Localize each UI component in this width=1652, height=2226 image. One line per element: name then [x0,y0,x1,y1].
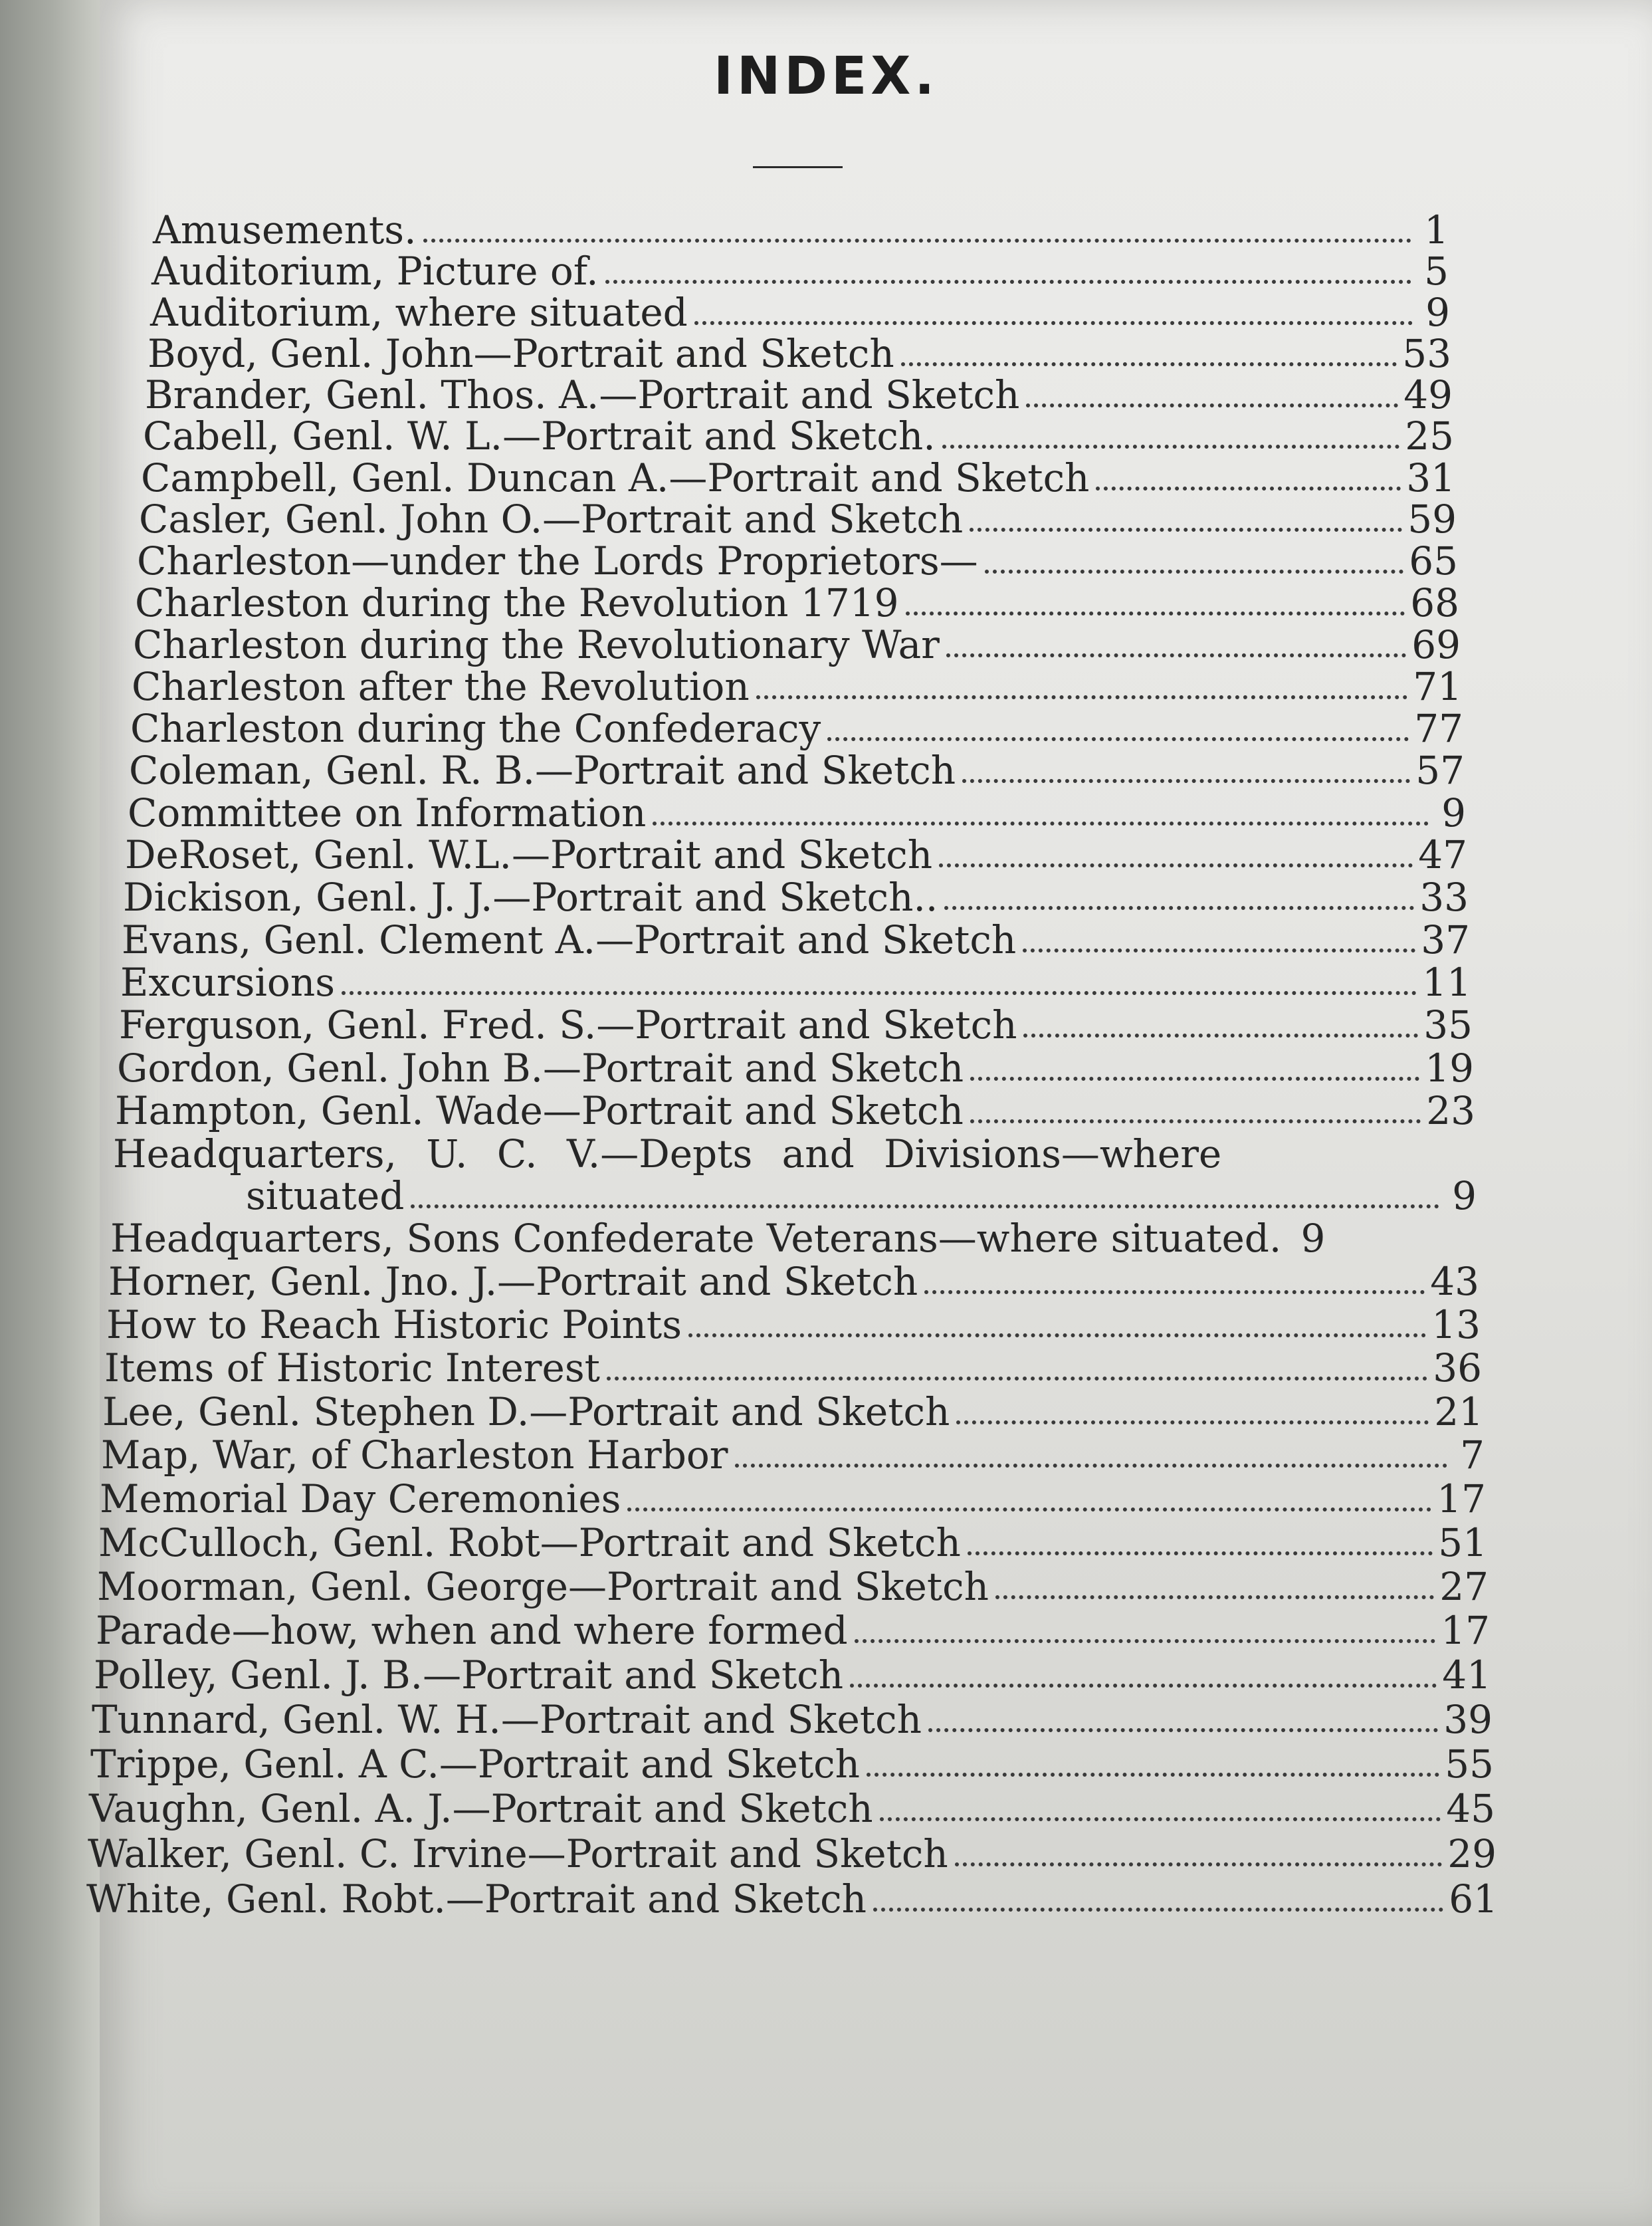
entry-label: Vaughn, Genl. A. J.—Portrait and Sketch [89,1786,873,1831]
entry-label: Items of Historic Interest [104,1345,600,1391]
entry-label: Excursions [120,960,335,1005]
entry-label: McCulloch, Genl. Robt—Portrait and Sketch [98,1520,961,1565]
entry-label: Charleston after the Revolution [132,664,750,709]
entry-label: DeRoset, Genl. W.L.—Portrait and Sketch [125,832,933,877]
index-entry [148,326,1451,376]
entry-page-number: 5 [1424,249,1449,294]
index-entry [115,1083,1475,1133]
entry-page-number: 35 [1423,1002,1473,1048]
entry-page-number: 77 [1414,706,1463,751]
dot-leader [955,1862,1442,1866]
dot-leader [411,1204,1439,1208]
entry-page-number: 37 [1421,917,1470,962]
index-entry [86,1872,1498,1922]
index-entry [89,1781,1495,1831]
dot-leader [901,362,1397,366]
index-entry [145,368,1453,417]
entry-label: Charleston during the Revolution 1719 [135,580,899,625]
dot-leader [985,570,1404,574]
entry-page-number: 55 [1445,1741,1494,1787]
dot-leader [653,822,1429,826]
entry-label: Amusements. [153,207,417,253]
dot-leader [423,239,1411,243]
entry-page-number: 17 [1441,1608,1490,1653]
entry-label: Lee, Genl. Stephen D.—Portrait and Sketch [102,1389,950,1434]
index-entry [150,285,1450,335]
entry-label: situated [246,1173,405,1218]
entry-page-number: 69 [1411,622,1461,667]
index-entry [153,203,1449,253]
dot-leader [873,1908,1443,1912]
index-entry [101,1428,1485,1478]
index-entry [137,534,1458,584]
entry-page-number: 61 [1449,1876,1498,1922]
entry-page-number: 53 [1402,331,1451,376]
entry-label: Committee on Information [128,790,647,835]
entry-label: Ferguson, Genl. Fred. S.—Portrait and Sketch [119,1002,1017,1048]
entry-page-number: 19 [1425,1046,1474,1091]
entry-page-number: 71 [1413,664,1462,709]
index-entry [122,913,1470,962]
dot-leader [827,737,1409,741]
dot-leader [1023,948,1415,952]
entry-page-number: 9 [1425,290,1450,335]
index-entry [88,1827,1497,1876]
entry-page-number: 1 [1424,207,1449,253]
dot-leader [1096,487,1401,491]
index-entry [98,1515,1487,1565]
entry-page-number: 59 [1407,497,1457,542]
dot-leader [946,653,1406,657]
index-entry [123,870,1469,920]
entry-label: Charleston—under the Lords Proprietors— [137,538,978,584]
entry-page-number: 68 [1410,580,1459,625]
index-entry [100,1472,1486,1521]
index-entry [102,1385,1483,1434]
index-entry [94,1648,1491,1698]
entry-page-number: 21 [1434,1389,1483,1434]
entry-page-number: 43 [1430,1259,1479,1304]
dot-leader [627,1507,1431,1511]
dot-leader [1026,403,1398,407]
index-entry [108,1254,1479,1304]
index-entry [125,828,1467,877]
index-entry [113,1127,1477,1176]
dot-leader [970,1077,1419,1081]
dot-leader [968,1551,1433,1555]
entry-label: Auditorium, Picture of. [152,249,599,294]
entry-label: Headquarters, U. C. V.—Depts and Divisions—where [113,1131,1222,1176]
index-entry [130,701,1463,751]
index-entry [135,576,1459,625]
index-entry [152,244,1449,294]
entry-label: Tunnard, Genl. W. H.—Portrait and Sketch [92,1697,922,1742]
dot-leader [867,1773,1439,1777]
entry-label: Moorman, Genl. George—Portrait and Sketch [97,1564,989,1609]
index-entry [97,1559,1489,1609]
dot-leader [688,1333,1426,1337]
dot-leader [906,612,1405,615]
dot-leader [956,1420,1429,1424]
index-entry [139,492,1457,542]
dot-leader [607,1377,1427,1381]
entry-page-number: 45 [1446,1786,1495,1831]
entry-page-number: 65 [1409,538,1458,584]
index-entry [96,1603,1490,1653]
entry-page-number: 33 [1419,875,1469,920]
entry-label: Walker, Genl. C. Irvine—Portrait and Sketch [88,1831,948,1876]
index-entry [129,743,1465,793]
dot-leader [942,445,1400,449]
dot-leader [342,991,1417,995]
dot-leader [880,1817,1441,1821]
index-entry [92,1692,1493,1742]
entry-label: Campbell, Genl. Duncan A.—Portrait and Sketch [141,455,1090,501]
index-entry [143,409,1454,459]
index-entry [128,786,1466,835]
entry-page-number: 23 [1426,1088,1475,1133]
entry-page-number: 27 [1439,1564,1489,1609]
dot-leader [855,1639,1436,1643]
entry-label: Evans, Genl. Clement A.—Portrait and Sketch [122,917,1017,962]
index-entry [141,451,1455,501]
entry-label: Charleston during the Revolutionary War [133,622,940,667]
entry-label: Trippe, Genl. A C.—Portrait and Sketch [90,1741,860,1787]
index-entry [90,1737,1494,1787]
index-entry [119,998,1473,1048]
entry-page-number: 49 [1403,372,1453,417]
dot-leader [756,695,1408,699]
dot-leader [962,779,1410,783]
dot-leader [970,528,1402,532]
entry-label: Cabell, Genl. W. L.—Portrait and Sketch. [143,413,936,459]
entry-page-number: 47 [1418,832,1467,877]
dot-leader [735,1464,1447,1468]
entry-label: White, Genl. Robt.—Portrait and Sketch [86,1876,867,1922]
index-entry [132,659,1462,709]
entry-page-number: 39 [1443,1697,1493,1742]
entry-page-number: 51 [1438,1520,1487,1565]
entry-page-number: 41 [1442,1652,1491,1698]
index-entry [110,1211,1478,1261]
entry-label: Boyd, Genl. John—Portrait and Sketch [148,331,894,376]
entry-label: Dickison, Genl. J. J.—Portrait and Sketch.. [123,875,938,920]
index-entry [106,1297,1481,1347]
entry-page-number: 29 [1447,1831,1497,1876]
entry-page-number: 13 [1431,1302,1481,1347]
index-entry-continuation [246,1169,1477,1218]
entry-label: Casler, Genl. John O.—Portrait and Sketch [139,497,964,542]
entry-label: Auditorium, where situated [150,290,688,335]
entry-page-number: 57 [1415,748,1465,793]
entry-page-number: 25 [1405,413,1454,459]
entry-page-number: 11 [1422,960,1471,1005]
index-entry [133,617,1461,667]
dot-leader [939,863,1413,867]
entry-label: Brander, Genl. Thos. A.—Portrait and Sketch [145,372,1020,417]
page-title: INDEX. [713,47,939,106]
dot-leader [944,906,1414,910]
dot-leader [850,1684,1437,1688]
entry-label: Parade—how, when and where formed [96,1608,848,1653]
dot-leader [928,1728,1438,1732]
dot-leader [605,280,1411,284]
entry-page-number: 9 [1441,790,1466,835]
entry-page-number: 7 [1460,1432,1485,1478]
entry-label: Map, War, of Charleston Harbor [101,1432,728,1478]
entry-page-number: 9 [1452,1173,1477,1218]
entry-page-number: 17 [1437,1476,1486,1521]
entry-page-number: 9 [1300,1216,1326,1261]
entry-label: Headquarters, Sons Confederate Veterans—where situated. [110,1216,1282,1261]
dot-leader [694,321,1413,325]
entry-label: Polley, Genl. J. B.—Portrait and Sketch [94,1652,844,1698]
dot-leader [995,1595,1434,1599]
entry-label: Horner, Genl. Jno. J.—Portrait and Sketch [108,1259,918,1304]
dot-leader [970,1119,1421,1123]
entry-label: Coleman, Genl. R. B.—Portrait and Sketch [129,748,956,793]
entry-page-number: 36 [1433,1345,1482,1391]
dot-leader [924,1290,1425,1294]
entry-label: Memorial Day Ceremonies [100,1476,621,1521]
dot-leader [1023,1034,1418,1038]
index-entry [117,1041,1474,1091]
entry-page-number: 31 [1406,455,1455,501]
index-entry [104,1341,1482,1391]
entry-label: How to Reach Historic Points [106,1302,682,1347]
entry-label: Gordon, Genl. John B.—Portrait and Sketch [117,1046,964,1091]
entry-label: Charleston during the Confederacy [130,706,821,751]
entry-label: Hampton, Genl. Wade—Portrait and Sketch [115,1088,964,1133]
index-entry [120,955,1471,1005]
